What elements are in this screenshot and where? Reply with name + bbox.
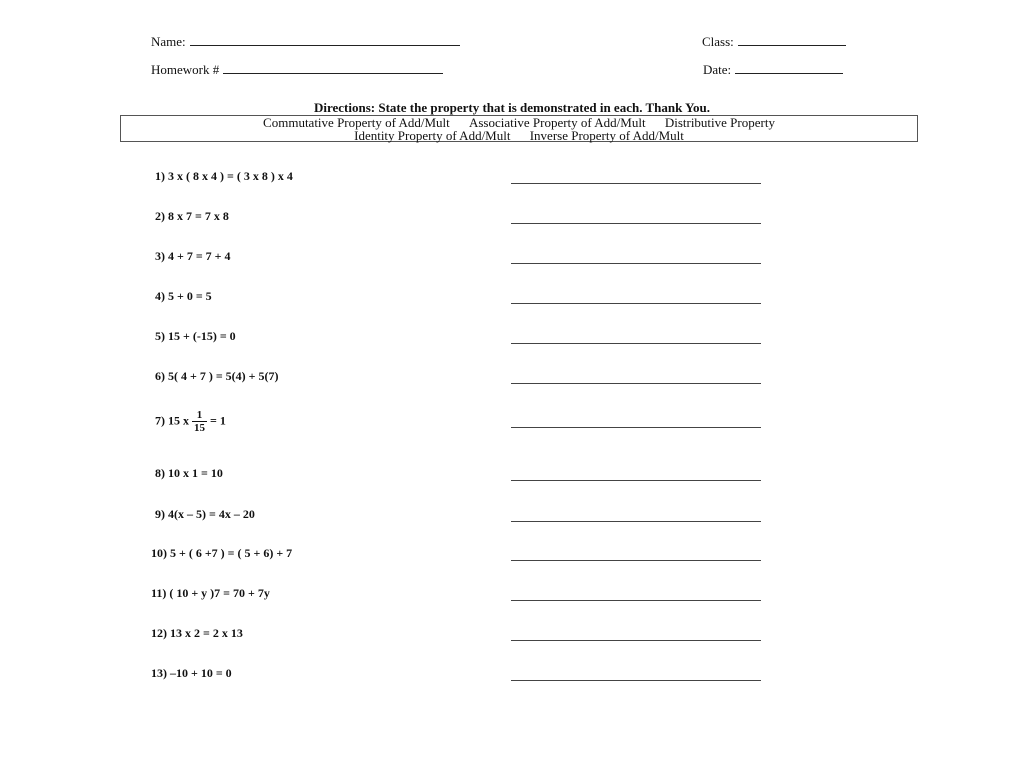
problem-number: 9) [155,507,165,521]
fraction-denominator: 15 [194,422,205,434]
homework-field[interactable] [151,62,443,78]
date-blank-line[interactable] [735,63,843,74]
problem-3 [155,249,765,269]
problem-5 [155,329,765,349]
problem-number: 4) [155,289,165,303]
problem-equation: 13 x 2 = 2 x 13 [170,626,243,640]
property-identity: Identity Property of Add/Mult [354,128,511,143]
property-word-bank [120,115,918,142]
problem-8 [155,466,765,486]
problem-number: 1) [155,169,165,183]
problem-7 [155,407,765,443]
answer-line[interactable] [511,223,761,224]
answer-line[interactable] [511,263,761,264]
problem-9 [155,507,765,527]
problem-number: 11) [151,586,167,600]
fraction [192,409,207,434]
answer-line[interactable] [511,343,761,344]
problem-number: 7) [155,413,165,428]
problem-11 [151,586,765,606]
property-distributive: Distributive Property [664,115,775,130]
property-row-2 [121,129,917,142]
problem-equation: ( 10 + y )7 = 70 + 7y [169,586,270,600]
problem-text [155,369,279,384]
property-inverse: Inverse Property of Add/Mult [529,128,684,143]
answer-line[interactable] [511,383,761,384]
problem-text [155,289,212,304]
problem-equation: 4(x – 5) = 4x – 20 [168,507,255,521]
problem-10 [151,546,765,566]
problem-equation: 5( 4 + 7 ) = 5(4) + 5(7) [168,369,279,383]
class-label: Class: [702,34,734,49]
homework-label: Homework # [151,62,220,77]
answer-line[interactable] [511,640,761,641]
problem-text [155,329,236,344]
problem-text [155,249,231,264]
problem-prefix: 15 x [168,413,189,428]
problem-equation: 4 + 7 = 7 + 4 [168,249,231,263]
problem-equation: 15 + (-15) = 0 [168,329,236,343]
problem-4 [155,289,765,309]
class-field[interactable] [702,34,846,50]
date-field[interactable] [703,62,843,78]
problem-13 [151,666,765,686]
answer-line[interactable] [511,521,761,522]
answer-line[interactable] [511,183,761,184]
problem-1 [155,169,765,189]
problem-equation: 5 + ( 6 +7 ) = ( 5 + 6) + 7 [170,546,293,560]
problem-number: 5) [155,329,165,343]
answer-line[interactable] [511,600,761,601]
problem-number: 2) [155,209,165,223]
problem-text [155,466,223,481]
problem-text [155,169,293,184]
problem-equation: 3 x ( 8 x 4 ) = ( 3 x 8 ) x 4 [168,169,293,183]
homework-blank-line[interactable] [223,63,443,74]
problem-2 [155,209,765,229]
problem-equation: 10 x 1 = 10 [168,466,223,480]
problem-text [155,507,255,522]
problem-number: 6) [155,369,165,383]
answer-line[interactable] [511,427,761,428]
property-associative: Associative Property of Add/Mult [468,115,646,130]
problem-number: 13) [151,666,167,680]
problem-12 [151,626,765,646]
problem-equation: –10 + 10 = 0 [170,666,232,680]
problem-text [151,586,270,601]
problem-6 [155,369,765,389]
date-label: Date: [703,62,732,77]
problem-number: 12) [151,626,167,640]
problem-text [155,209,229,224]
name-blank-line[interactable] [190,35,460,46]
answer-line[interactable] [511,560,761,561]
answer-line[interactable] [511,303,761,304]
name-field[interactable] [151,34,460,50]
problem-equation: 5 + 0 = 5 [168,289,212,303]
problem-number: 8) [155,466,165,480]
problem-text [155,409,226,434]
answer-line[interactable] [511,480,761,481]
problem-suffix: = 1 [210,413,226,428]
property-commutative: Commutative Property of Add/Mult [263,115,450,130]
problem-equation: 8 x 7 = 7 x 8 [168,209,229,223]
problem-text [151,546,292,561]
class-blank-line[interactable] [738,35,846,46]
answer-line[interactable] [511,680,761,681]
problem-text [151,666,232,681]
directions-text: Directions: State the property that is demonstrated in each. Thank You. [313,100,711,115]
problem-text [151,626,243,641]
problem-number: 3) [155,249,165,263]
problem-number: 10) [151,546,167,560]
fraction-numerator: 1 [192,409,207,422]
name-label: Name: [151,34,186,49]
